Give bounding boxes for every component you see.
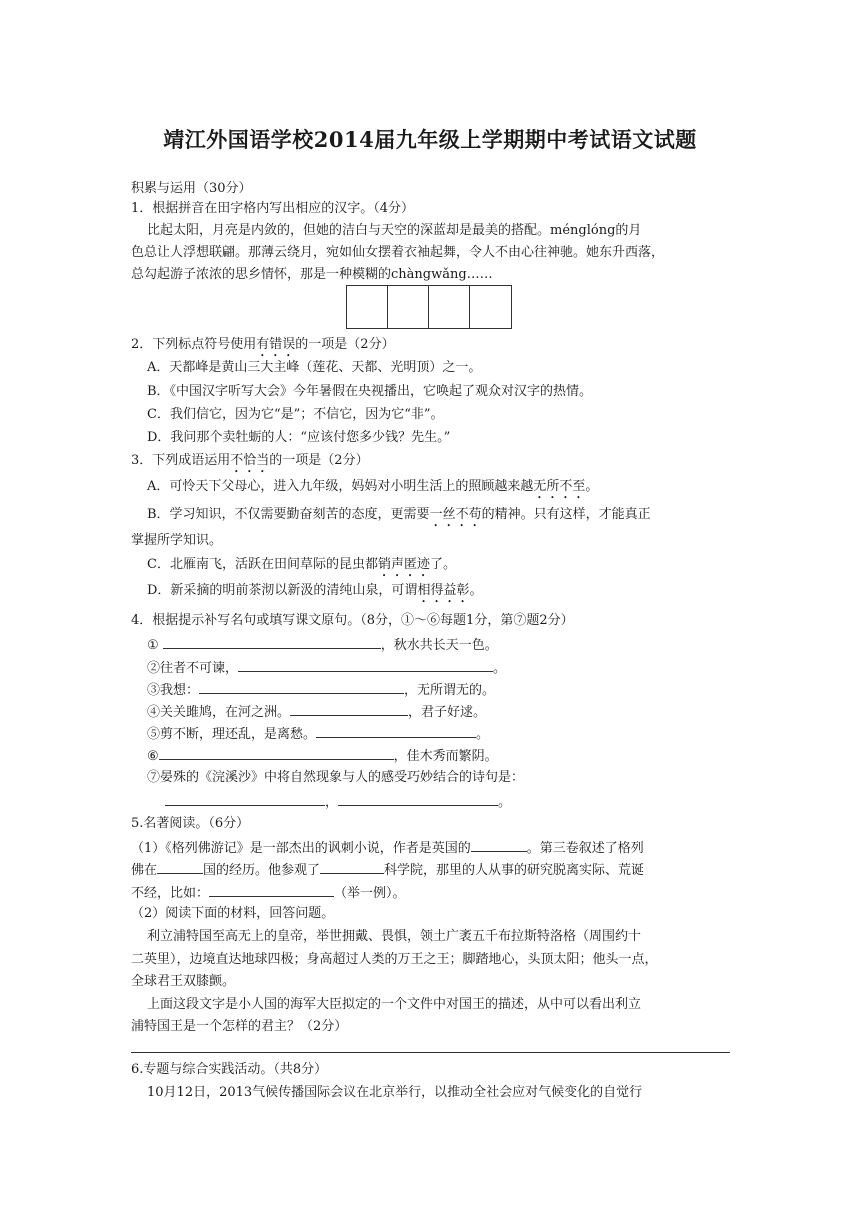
q3-option-b-continued: 掌握所学知识。 [131, 533, 223, 548]
line-text: 不经，比如： [131, 886, 210, 901]
line-text: （举一例）。 [334, 886, 406, 901]
option-text: 的精神。只有这样，才能真正 [481, 507, 651, 522]
option-text: A．可怜天下父母心，进入九年级，妈妈对小明生活上的照顾越来越 [147, 479, 534, 494]
answer-blank[interactable] [471, 838, 527, 852]
idiom-emphasis: 一丝不苟 [429, 507, 482, 522]
q4-line-8 [165, 792, 511, 812]
q2-heading-text: 的一项是（2分） [295, 337, 395, 352]
option-text: C．北雁南飞，活跃在田间草际的昆虫都 [147, 557, 378, 572]
q4-line-1 [147, 635, 498, 655]
q4-line-2 [147, 658, 506, 678]
option-text: 。 [469, 583, 483, 598]
q5-material-line: 利立浦特国至高无上的皇帝，举世拥戴、畏惧，领土广袤五千布拉斯特洛格（周围约十 [147, 929, 642, 944]
q3-heading-text: 的一项是（2分） [269, 453, 369, 468]
q1-paragraph-line: 总勾起游子浓浓的思乡情怀，那是一种模糊的chàngwǎng…… [131, 267, 493, 282]
line-text: 。第三卷叙述了格列 [526, 841, 644, 856]
q2-option-d: D．我问那个卖牡蛎的人：“应该付您多少钱？先生。” [147, 430, 451, 445]
answer-blank[interactable] [163, 635, 381, 649]
q1-paragraph-line: 比起太阳，月亮是内敛的，但她的洁白与天空的深蓝却是最美的搭配。ménglóng的月 [147, 223, 642, 238]
q3-option-c [147, 556, 456, 580]
answer-blank[interactable] [338, 792, 498, 806]
q6-heading: 6.专题与综合实践活动。（共8分） [131, 1062, 328, 1077]
grid-cell[interactable] [429, 286, 470, 328]
q3-option-a [147, 478, 598, 502]
q4-line-4 [147, 702, 486, 722]
q4-heading: 4．根据提示补写名句或填写课文原句。（8分，①～⑥每题1分，第⑦题2分） [131, 613, 574, 628]
q4-line-7: ⑦晏殊的《浣溪沙》中将自然现象与人的感受巧妙结合的诗句是： [147, 770, 525, 785]
option-text: 。 [585, 479, 599, 494]
section-heading: 积累与运用（30分） [131, 181, 252, 196]
line-prefix: ③我想： [147, 683, 200, 698]
answer-blank[interactable] [165, 792, 325, 806]
line-text: 佛在 [131, 863, 158, 878]
q4-line-5 [147, 724, 489, 744]
q2-option-a: A．天都峰是黄山三大主峰（莲花、天都、光明顶）之一。 [147, 360, 482, 375]
line-suffix: 。 [493, 661, 507, 676]
line-prefix: ②往者不可谏， [147, 661, 239, 676]
option-text: 了。 [429, 557, 456, 572]
line-text: 科学院，那里的人从事的研究脱离实际、荒诞 [384, 863, 645, 878]
q1-heading: 1．根据拼音在田字格内写出相应的汉字。（4分） [131, 201, 415, 216]
q3-heading-text: 3．下列成语运用 [131, 453, 231, 468]
q5-material-line: 二英里），边境直达地球四极；身高超过人类的万王之王；脚踏地心，头顶太阳；他头一点， [131, 952, 658, 967]
grid-cell[interactable] [347, 286, 388, 328]
q5-heading: 5.名著阅读。（6分） [131, 816, 250, 831]
answer-blank[interactable] [199, 680, 404, 694]
answer-divider [131, 1052, 730, 1053]
grid-cell[interactable] [470, 286, 511, 328]
line-prefix: ⑥ [147, 749, 159, 764]
line-separator: ， [325, 795, 339, 810]
q4-line-3 [147, 680, 495, 700]
line-suffix: ，君子好逑。 [408, 705, 487, 720]
q2-heading-text: 2．下列标点符号使用 [131, 337, 257, 352]
q5-question-line: 上面这段文字是小人国的海军大臣拟定的一个文件中对国王的描述，从中可以看出利立 [147, 997, 642, 1012]
answer-blank[interactable] [316, 724, 476, 738]
option-text: D．新采摘的明前茶沏以新汲的清纯山泉，可谓 [147, 583, 418, 598]
line-suffix: ，无所谓无的。 [404, 683, 496, 698]
line-prefix: ⑤剪不断，理还乱，是离愁。 [147, 727, 317, 742]
q2-heading [131, 336, 395, 360]
answer-blank[interactable] [209, 883, 334, 897]
page-title: 靖江外国语学校2014届九年级上学期期中考试语文试题 [163, 127, 697, 152]
answer-blank[interactable] [290, 702, 408, 716]
q5-line [131, 860, 644, 880]
line-suffix: 。 [498, 795, 512, 810]
option-text: B．学习知识，不仅需要勤奋刻苦的态度，更需要 [147, 507, 430, 522]
line-suffix: ，秋水共长天一色。 [380, 638, 498, 653]
answer-blank[interactable] [320, 860, 384, 874]
q5-subheading: （2）阅读下面的材料，回答问题。 [131, 906, 335, 921]
q2-option-c: C．我们信它，因为它“是”；不信它，因为它“非”。 [147, 407, 444, 422]
answer-blank[interactable] [159, 746, 394, 760]
idiom-emphasis: 无所不至 [533, 479, 586, 494]
q3-option-b [147, 506, 651, 530]
q5-line [131, 883, 406, 903]
tianzige-grid[interactable] [346, 285, 512, 329]
q3-heading [131, 452, 369, 476]
idiom-emphasis: 相得益彰 [417, 583, 470, 598]
q5-line [131, 838, 644, 858]
q4-line-6 [147, 746, 498, 766]
q6-paragraph-line: 10月12日，2013气候传播国际会议在北京举行，以推动全社会应对气候变化的自觉行 [147, 1085, 643, 1100]
q3-option-d [147, 582, 482, 606]
q2-option-b: B．《中国汉字听写大会》今年暑假在央视播出，它唤起了观众对汉字的热情。 [147, 384, 593, 399]
answer-blank[interactable] [238, 658, 493, 672]
idiom-emphasis: 销声匿迹 [377, 557, 430, 572]
q5-question-line: 浦特国王是一个怎样的君主？（2分） [131, 1019, 348, 1034]
line-prefix: ① [147, 638, 159, 653]
line-suffix: ，佳木秀而繁阴。 [393, 749, 498, 764]
line-text: 国的经历。他参观了 [203, 863, 321, 878]
answer-blank[interactable] [157, 860, 203, 874]
line-text: （1）《格列佛游记》是一部杰出的讽刺小说，作者是英国的 [131, 841, 471, 856]
q1-paragraph-line: 色总让人浮想联翩。那薄云绕月，宛如仙女摆着衣袖起舞，令人不由心往神驰。她东升西落， [131, 245, 665, 260]
q3-emphasis: 不恰当 [230, 453, 270, 468]
line-prefix: ④关关雎鸠，在河之洲。 [147, 705, 291, 720]
q2-emphasis: 有错误 [256, 337, 296, 352]
grid-cell[interactable] [388, 286, 429, 328]
q5-material-line: 全球君王双膝颤。 [131, 974, 236, 989]
line-suffix: 。 [476, 727, 490, 742]
